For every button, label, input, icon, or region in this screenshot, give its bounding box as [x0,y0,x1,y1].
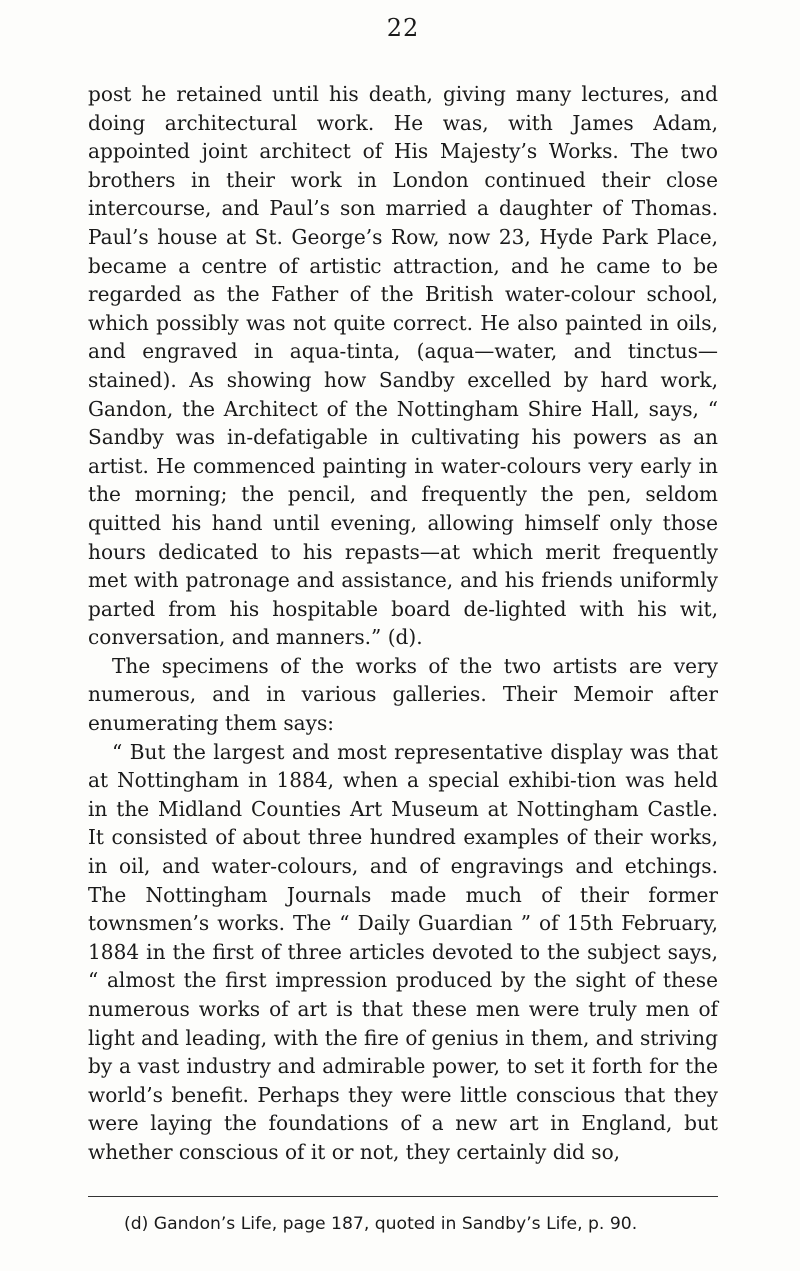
paragraph-2: The specimens of the works of the two artists are very numerous, and in various galleries. Their Memoir after enumerating them says: [88,653,718,736]
paragraph-3: “ But the largest and most representative display was that at Nottingham in 1884, when a special exhibi-tion was held in the Midland Counties Art Museum at Nottingham Castle. It consisted of about three hundred examples of their works, in oil, and water-colours, and of engravings and etchings. The Nottingham Journals made much of their former townsmen’s works. The “ Daily Guardian ” of 15th February, 1884 in the first of three articles devoted to the subject says, “ almost the first impression produced by the sight of these numerous works of art is that these men were truly men of light and leading, with the fire of genius in them, and striving by a vast industry and admirable power, to set it forth for the world’s benefit. Perhaps they were little conscious that they were laying the foundations of a new art in England, but whether conscious of it or not, they certainly did so, [88,739,718,1164]
footnote: (d) Gandon’s Life, page 187, quoted in Sandby’s Life, p. 90. [124,1213,638,1234]
body-text [88,80,718,1167]
footnote-divider [88,1196,718,1197]
book-page [88,0,718,1235]
paragraph-1: post he retained until his death, giving many lectures, and doing architectural work. He was, with James Adam, appointed joint architect of His Majesty’s Works. The two brothers in their work in London continued their close intercourse, and Paul’s son married a daughter of Thomas. Paul’s house at St. George’s Row, now 23, Hyde Park Place, became a centre of artistic attraction, and he came to be regarded as the Father of the British water-colour school, which possibly was not quite correct. He also painted in oils, and engraved in aqua-tinta, (aqua—water, and tinctus—stained). As showing how Sandby excelled by hard work, Gandon, the Architect of the Nottingham Shire Hall, says, “ Sandby was in-defatigable in cultivating his powers as an artist. He commenced painting in water-colours very early in the morning; the pencil, and frequently the pen, seldom quitted his hand until evening, allowing himself only those hours dedicated to his repasts—at which merit frequently met with patronage and assistance, and his friends uniformly parted from his hospitable board de-lighted with his wit, conversation, and manners.” (d). [88,82,718,650]
page-number: 22 [386,14,420,42]
